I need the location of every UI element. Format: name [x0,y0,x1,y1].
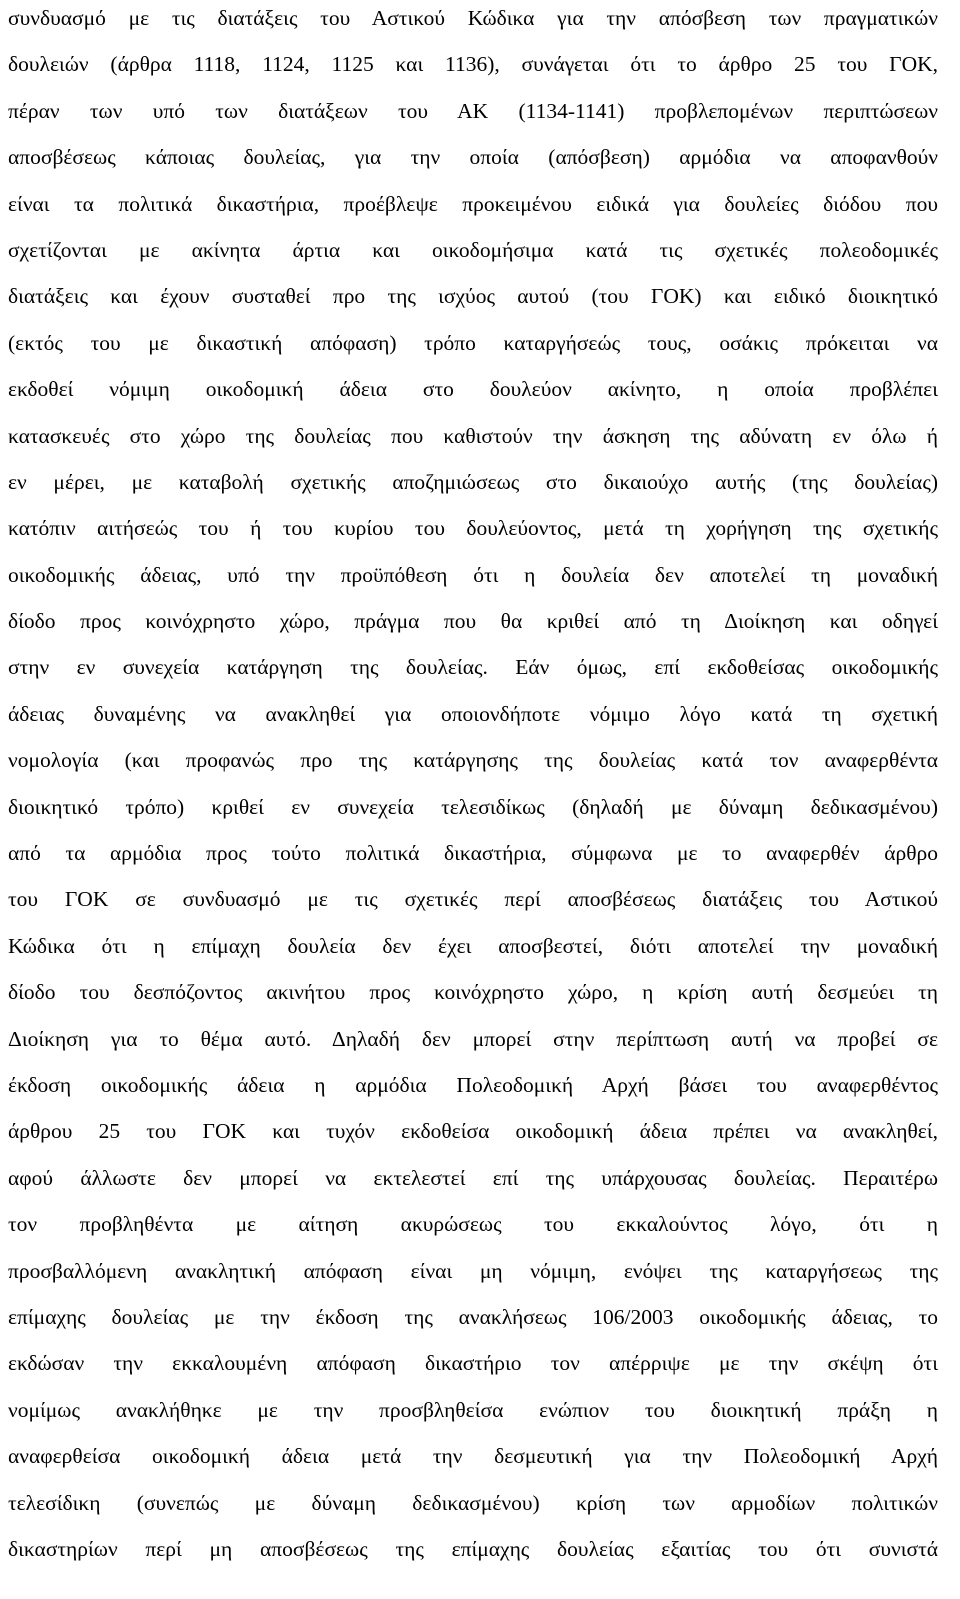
text-line: από τα αρμόδια προς τούτο πολιτικά δικαστήρια, σύμφωνα με το αναφερθέν άρθρο [8,841,938,866]
text-line: άρθρου 25 του ΓΟΚ και τυχόν εκδοθείσα οικοδομική άδεια πρέπει να ανακληθεί, [8,1119,938,1144]
text-line: οικοδομικής άδειας, υπό την προϋπόθεση ότι η δουλεία δεν αποτελεί τη μοναδική [8,562,938,587]
text-line: εκδώσαν την εκκαλουμένη απόφαση δικαστήριο τον απέρριψε με την σκέψη ότι [8,1351,938,1376]
text-line: αποσβέσεως κάποιας δουλείας, για την οποία (απόσβεση) αρμόδια να αποφανθούν [8,145,938,170]
text-line: έκδοση οικοδομικής άδεια η αρμόδια Πολεοδομική Αρχή βάσει του αναφερθέντος [8,1072,938,1097]
text-line: επίμαχης δουλείας με την έκδοση της ανακλήσεως 106/2003 οικοδομικής άδειας, το [8,1304,938,1329]
text-line: πέραν των υπό των διατάξεων του ΑΚ (1134-1141) προβλεπομένων περιπτώσεων [8,98,938,123]
text-line: (εκτός του με δικαστική απόφαση) τρόπο καταργήσεώς τους, οσάκις πρόκειται να [8,330,938,355]
text-line: αφού άλλωστε δεν μπορεί να εκτελεστεί επί της υπάρχουσας δουλείας. Περαιτέρω [8,1165,938,1190]
text-line: εν μέρει, με καταβολή σχετικής αποζημιώσεως στο δικαιούχο αυτής (της δουλείας) [8,469,938,494]
text-line: νομίμως ανακλήθηκε με την προσβληθείσα ενώπιον του διοικητική πράξη η [8,1397,938,1422]
text-line: δίοδο του δεσπόζοντος ακινήτου προς κοινόχρηστο χώρο, η κρίση αυτή δεσμεύει τη [8,980,938,1005]
text-line: διατάξεις και έχουν συσταθεί προ της ισχύος αυτού (του ΓΟΚ) και ειδικό διοικητικό [8,284,938,309]
text-line: αναφερθείσα οικοδομική άδεια μετά την δεσμευτική για την Πολεοδομική Αρχή [8,1444,938,1469]
text-line: προσβαλλόμενη ανακλητική απόφαση είναι μη νόμιμη, ενόψει της καταργήσεως της [8,1258,938,1283]
text-line: διοικητικό τρόπο) κριθεί εν συνεχεία τελεσιδίκως (δηλαδή με δύναμη δεδικασμένου) [8,794,938,819]
text-line: συνδυασμό με τις διατάξεις του Αστικού Κώδικα για την απόσβεση των πραγματικών [8,6,938,30]
document-page [8,0,938,1572]
text-line: κατασκευές στο χώρο της δουλείας που καθιστούν την άσκηση της αδύνατη εν όλω ή [8,423,938,448]
text-line: τον προβληθέντα με αίτηση ακυρώσεως του εκκαλούντος λόγο, ότι η [8,1212,938,1237]
text-line: τελεσίδικη (συνεπώς με δύναμη δεδικασμένου) κρίση των αρμοδίων πολιτικών [8,1490,938,1515]
text-line: δικαστηρίων περί μη αποσβέσεως της επίμαχης δουλείας εξαιτίας του ότι συνιστά [8,1536,938,1561]
text-line: δίοδο προς κοινόχρηστο χώρο, πράγμα που θα κριθεί από τη Διοίκηση και οδηγεί [8,609,938,634]
text-line: είναι τα πολιτικά δικαστήρια, προέβλεψε προκειμένου ειδικά για δουλείες διόδου που [8,191,938,216]
text-line: νομολογία (και προφανώς προ της κατάργησης της δουλείας κατά τον αναφερθέντα [8,748,938,773]
text-line: Διοίκηση για το θέμα αυτό. Δηλαδή δεν μπορεί στην περίπτωση αυτή να προβεί σε [8,1026,938,1051]
text-line: του ΓΟΚ σε συνδυασμό με τις σχετικές περί αποσβέσεως διατάξεις του Αστικού [8,887,938,912]
text-line: εκδοθεί νόμιμη οικοδομική άδεια στο δουλεύον ακίνητο, η οποία προβλέπει [8,377,938,402]
text-line: δουλειών (άρθρα 1118, 1124, 1125 και 1136), συνάγεται ότι το άρθρο 25 του ΓΟΚ, [8,52,938,77]
text-line: κατόπιν αιτήσεώς του ή του κυρίου του δουλεύοντος, μετά τη χορήγηση της σχετικής [8,516,938,541]
text-line: σχετίζονται με ακίνητα άρτια και οικοδομήσιμα κατά τις σχετικές πολεοδομικές [8,237,938,262]
text-line: άδειας δυναμένης να ανακληθεί για οποιονδήποτε νόμιμο λόγο κατά τη σχετική [8,701,938,726]
text-line: Κώδικα ότι η επίμαχη δουλεία δεν έχει αποσβεστεί, διότι αποτελεί την μοναδική [8,933,938,958]
text-line: στην εν συνεχεία κατάργηση της δουλείας. Εάν όμως, επί εκδοθείσας οικοδομικής [8,655,938,680]
